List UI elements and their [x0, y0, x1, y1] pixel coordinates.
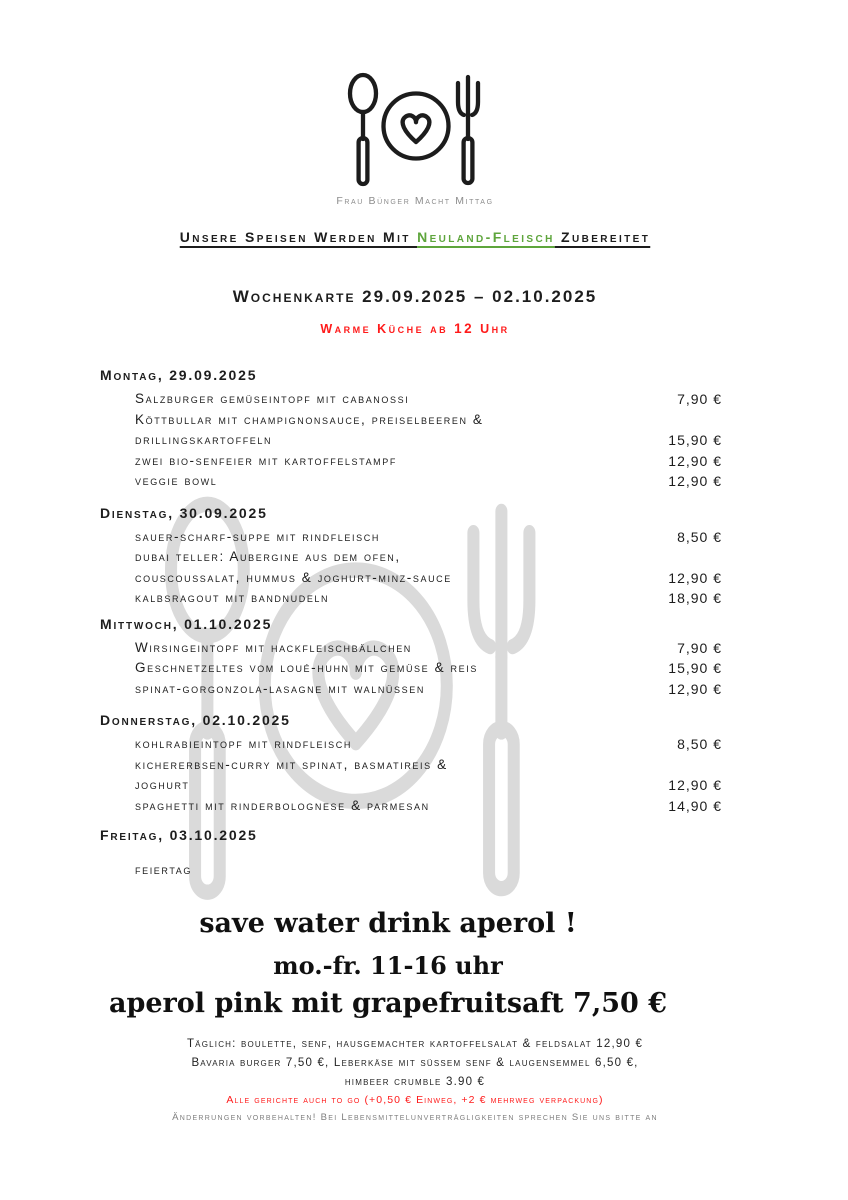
item-price: 12,90 €: [668, 473, 722, 489]
item-price: 12,90 €: [668, 569, 722, 586]
menu-item-row: [100, 547, 722, 588]
item-name: dubai teller: Aubergine aus dem ofen, couscoussalat, hummus & joghurt-minz-sauce: [135, 549, 452, 585]
footer-disclaimer: Änderrungen vorbehalten! Bei Lebensmittelunverträgligkeiten sprechen Sie uns bitte an: [172, 1111, 658, 1123]
item-name: kalbsragout mit bandnudeln: [135, 590, 330, 605]
hot-note-pre: Warme Küche ab: [320, 322, 455, 336]
item-price: 8,50 €: [677, 528, 722, 545]
footer-togo-note: Alle gerichte auch to go (+0,50 € Einweg, +2 € mehrweg verpackung): [226, 1094, 604, 1106]
footer-daily-line-3: himbeer crumble 3.90 €: [344, 1076, 486, 1088]
item-price: 7,90 €: [677, 391, 722, 407]
holiday-note: feiertag: [135, 862, 192, 877]
day-header: Freitag, 03.10.2025: [100, 827, 258, 843]
menu-item-row: [100, 410, 722, 451]
item-price: 15,90 €: [668, 432, 722, 448]
hot-note-post: Uhr: [474, 322, 510, 336]
statement-post: Zubereitet: [554, 229, 651, 245]
menu-item-row: [100, 638, 722, 659]
menu-item-row: [100, 658, 722, 679]
week-title: Wochenkarte 29.09.2025 – 02.10.2025: [232, 287, 598, 306]
statement-pre: Unsere Speisen Werden Mit: [179, 229, 418, 245]
item-price: 14,90 €: [668, 797, 722, 814]
day-header: Montag, 29.09.2025: [100, 367, 258, 383]
menu-item-row: [100, 471, 722, 492]
item-name: spaghetti mit rinderbolognese & parmesan: [135, 797, 430, 813]
menu-item-row: [100, 451, 722, 472]
item-price: 7,90 €: [677, 639, 722, 656]
menu-day-section-friday: [100, 827, 722, 881]
day-header: Mittwoch, 01.10.2025: [100, 615, 273, 632]
footer: [0, 1035, 830, 1125]
promo-line-1: save water drink aperol !: [199, 908, 577, 939]
menu-day-section-monday: [100, 367, 722, 492]
neuland-fleisch-highlight: Neuland-Fleisch: [417, 229, 555, 245]
item-price: 12,90 €: [668, 777, 722, 793]
item-price: 12,90 €: [668, 452, 722, 469]
weekly-menu: [100, 367, 722, 881]
item-name: spinat-gorgonzola-lasagne mit walnüssen: [135, 680, 425, 696]
item-name: zwei bio-senfeier mit kartoffelstampf: [135, 452, 397, 468]
fork-icon: [458, 77, 478, 183]
intro-statement: [0, 229, 830, 245]
brand-tagline: Frau Bünger Macht Mittag: [336, 195, 494, 207]
menu-item-row: [100, 679, 722, 700]
item-price: 18,90 €: [668, 590, 722, 606]
menu-item-row: [100, 734, 722, 755]
promo-line-2: mo.-fr. 11-16 uhr: [273, 951, 503, 980]
menu-item-row: [100, 588, 722, 609]
item-name: Geschnetzeltes vom loué-huhn mit gemüse & reis: [135, 660, 478, 675]
menu-item-row: [100, 389, 722, 410]
brand-logo-icon: [340, 71, 490, 189]
menu-item-row: [100, 527, 722, 548]
day-header: Dienstag, 30.09.2025: [100, 504, 268, 521]
menu-day-section-thursday: [100, 712, 722, 816]
day-header: Donnerstag, 02.10.2025: [100, 712, 291, 728]
item-name: sauer-scharf-suppe mit rindfleisch: [135, 528, 380, 544]
item-price: 12,90 €: [668, 680, 722, 697]
item-name: kohlrabieintopf mit rindfleisch: [135, 736, 352, 751]
menu-item-row: [100, 796, 722, 817]
item-name: Köttbullar mit champignonsauce, preiselbeeren & drillingskartoffeln: [135, 411, 484, 447]
menu-day-section-wednesday: [100, 616, 722, 700]
spoon-icon: [350, 75, 376, 184]
item-name: kichererbsen-curry mit spinat, basmatireis & joghurt: [135, 756, 448, 792]
hot-note-hour: 12: [454, 321, 475, 336]
item-name: Wirsingeintopf mit hackfleischbällchen: [135, 639, 412, 655]
menu-day-section-tuesday: [100, 505, 722, 609]
item-name: Salzburger gemüseintopf mit cabanossi: [135, 391, 410, 406]
menu-item-row: [100, 755, 722, 796]
item-name: veggie bowl: [135, 473, 218, 488]
footer-daily-line-2: Bavaria burger 7,50 €, Leberkäse mit süssem senf & laugensemmel 6,50 €,: [191, 1057, 639, 1069]
warm-kitchen-note: [0, 321, 830, 336]
plate-heart-icon: [384, 94, 449, 159]
item-price: 15,90 €: [668, 660, 722, 676]
item-price: 8,50 €: [677, 736, 722, 752]
footer-daily-line-1: Täglich: boulette, senf, hausgemachter kartoffelsalat & feldsalat 12,90 €: [186, 1038, 644, 1050]
promo-line-3: aperol pink mit grapefruitsaft 7,50 €: [109, 988, 667, 1019]
